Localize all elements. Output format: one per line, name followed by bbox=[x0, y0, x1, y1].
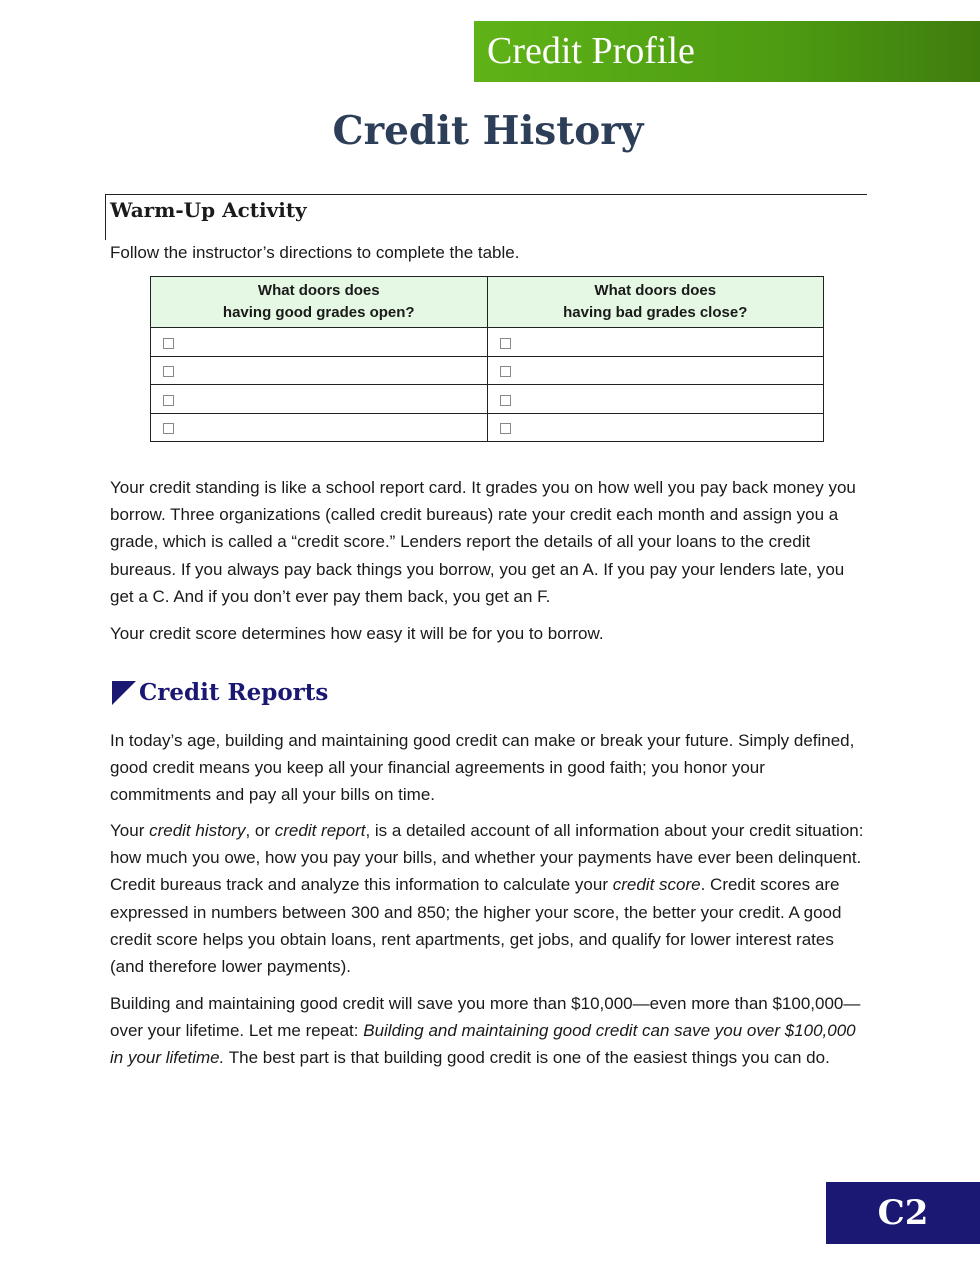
checkbox-icon[interactable] bbox=[163, 338, 174, 349]
reports-paragraph-1: In today’s age, building and maintaining good credit can make or break your future. Simply defined, good credit means you keep all your financial agreements in good faith; you honor your commitments and pay all your bills on time. bbox=[110, 731, 855, 805]
term-credit-report: credit report bbox=[274, 821, 366, 840]
table-header-bad bbox=[487, 277, 824, 328]
header-bad-line1: What doors does bbox=[594, 282, 717, 299]
warmup-instruction: Follow the instructor’s directions to complete the table. bbox=[110, 243, 520, 262]
table-cell-bad[interactable] bbox=[487, 413, 824, 442]
term-credit-score: credit score bbox=[612, 875, 701, 895]
checkbox-icon[interactable] bbox=[163, 395, 174, 406]
text-run: , or bbox=[245, 821, 275, 840]
checkbox-icon[interactable] bbox=[163, 423, 174, 434]
text-run: The best part is that building good credit is one of the easiest things you can do. bbox=[224, 1048, 830, 1068]
header-good-line2: having good grades open? bbox=[222, 304, 415, 321]
section-banner: Credit Profile bbox=[474, 21, 980, 82]
table-cell-bad[interactable] bbox=[487, 356, 824, 385]
table-row bbox=[151, 385, 824, 414]
table-cell-good[interactable] bbox=[151, 356, 488, 385]
checkbox-icon[interactable] bbox=[500, 366, 511, 377]
page-title: Credit History bbox=[332, 108, 644, 154]
table-cell-bad[interactable] bbox=[487, 385, 824, 414]
triangle-bullet-icon bbox=[112, 681, 136, 705]
text-run: Building and maintaining good credit will save you more than $10,000—even more than $100,000—over your lifetime. Let me repeat: bbox=[110, 994, 861, 1041]
table-header-row bbox=[151, 277, 824, 328]
table-header-good bbox=[151, 277, 488, 328]
intro-paragraph-1: Your credit standing is like a school report card. It grades you on how well you pay back money you borrow. Three organizations (called credit bureaus) rate your credit each month and assign you a grade, which is called a “credit score.” Lenders report the details of all your loans to the credit bureaus. If you always pay back things you borrow, you get an A. If you pay your lenders late, you get a C. And if you don’t ever pay them back, you get an F. bbox=[110, 478, 856, 606]
table-row bbox=[151, 356, 824, 385]
table-row bbox=[151, 413, 824, 442]
table-cell-good[interactable] bbox=[151, 328, 488, 357]
header-bad-line2: having bad grades close? bbox=[563, 304, 748, 321]
text-run: , is a detailed account of all information about your credit situation: how much you owe, how you pay your bills, and whether your payments have ever been delinquent. Credit bureaus track and analyze this information to calculate your bbox=[110, 821, 864, 895]
checkbox-icon[interactable] bbox=[500, 395, 511, 406]
header-good-line1: What doors does bbox=[257, 282, 380, 299]
checkbox-icon[interactable] bbox=[163, 366, 174, 377]
doors-table bbox=[150, 276, 824, 442]
checkbox-icon[interactable] bbox=[500, 338, 511, 349]
text-run: Your bbox=[110, 821, 150, 840]
intro-paragraph-2: Your credit score determines how easy it will be for you to borrow. bbox=[110, 624, 604, 643]
credit-reports-heading: Credit Reports bbox=[139, 679, 329, 706]
term-credit-history: credit history bbox=[149, 821, 246, 840]
reports-paragraph-3 bbox=[110, 990, 870, 1072]
text-run: . Credit scores are expressed in numbers between 300 and 850; the higher your score, the better your credit. A good credit score helps you obtain loans, rent apartments, get jobs, and qualify for lower interest rates (and therefore lower payments). bbox=[110, 875, 842, 977]
emphasis-statement: Building and maintaining good credit can save you over $100,000 in your lifetime. bbox=[110, 1021, 856, 1068]
table-row bbox=[151, 328, 824, 357]
reports-paragraph-2 bbox=[110, 817, 870, 980]
table-cell-good[interactable] bbox=[151, 385, 488, 414]
page-number-badge: C2 bbox=[826, 1182, 980, 1244]
table-cell-bad[interactable] bbox=[487, 328, 824, 357]
warmup-heading: Warm-Up Activity bbox=[110, 198, 307, 222]
checkbox-icon[interactable] bbox=[500, 423, 511, 434]
table-cell-good[interactable] bbox=[151, 413, 488, 442]
